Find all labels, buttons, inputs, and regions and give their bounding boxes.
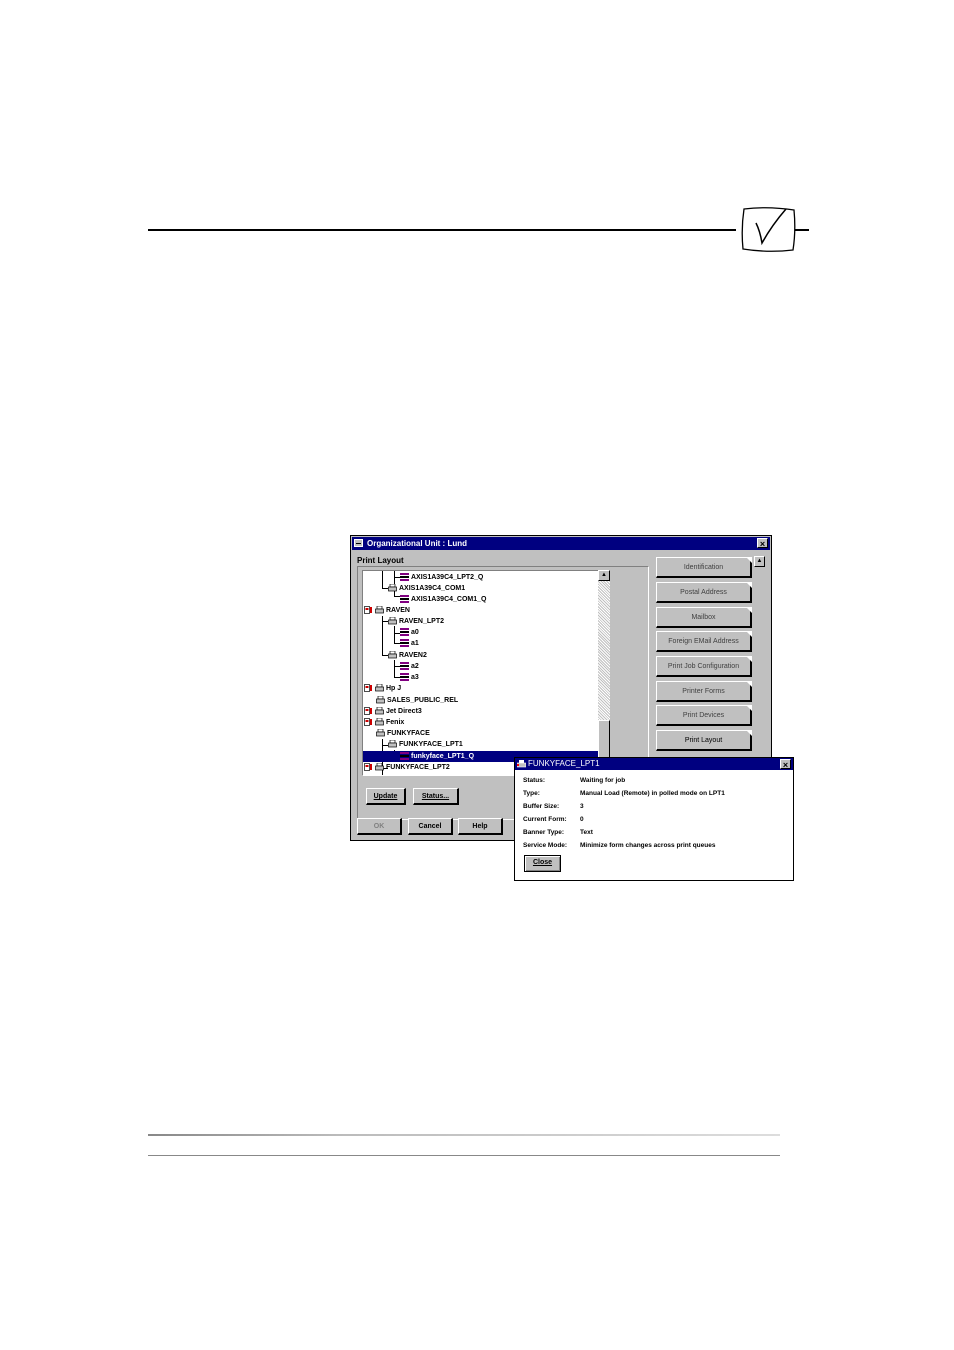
print-layout-tree[interactable] bbox=[362, 570, 600, 776]
queue-icon bbox=[400, 662, 409, 670]
printer-icon bbox=[375, 707, 384, 715]
tree-item[interactable]: FUNKYFACE bbox=[376, 728, 430, 739]
checkmark-icon bbox=[738, 203, 798, 255]
page-foreign-email-button[interactable]: Foreign EMail Address bbox=[656, 631, 752, 652]
tree-item[interactable]: FUNKYFACE_LPT2 bbox=[364, 762, 450, 773]
page-postal-address-button[interactable]: Postal Address bbox=[656, 582, 752, 603]
printer-icon bbox=[388, 740, 397, 748]
printer-icon bbox=[375, 606, 384, 614]
tree-item[interactable]: AXIS1A39C4_LPT2_Q bbox=[400, 572, 483, 583]
tree-item[interactable]: AXIS1A39C4_COM1 bbox=[388, 583, 465, 594]
tree-item[interactable]: Hp J bbox=[364, 683, 401, 694]
printer-icon bbox=[517, 760, 526, 768]
print-server-icon bbox=[364, 718, 373, 726]
window-title: Organizational Unit : Lund bbox=[367, 539, 467, 548]
system-menu-icon[interactable] bbox=[354, 539, 363, 547]
tree-item[interactable]: AXIS1A39C4_COM1_Q bbox=[400, 594, 486, 605]
print-server-icon bbox=[364, 763, 373, 771]
page-identification-button[interactable]: Identification bbox=[656, 557, 752, 578]
queue-icon bbox=[400, 573, 409, 581]
print-server-icon bbox=[364, 606, 373, 614]
printer-icon bbox=[376, 696, 385, 704]
queue-icon bbox=[400, 752, 409, 760]
queue-icon bbox=[400, 639, 409, 647]
scroll-up-icon[interactable]: ▲ bbox=[598, 570, 610, 581]
tree-item[interactable]: a0 bbox=[400, 627, 419, 638]
printer-icon bbox=[388, 584, 397, 592]
tree-item[interactable]: a1 bbox=[400, 638, 419, 649]
print-server-icon bbox=[364, 684, 373, 692]
close-button[interactable]: Close bbox=[524, 855, 561, 872]
pages-scroll-up-icon[interactable]: ▲ bbox=[754, 556, 765, 567]
queue-icon bbox=[400, 628, 409, 636]
popup-title: FUNKYFACE_LPT1 bbox=[528, 759, 600, 768]
page-mailbox-button[interactable]: Mailbox bbox=[656, 607, 752, 628]
tree-item[interactable]: Jet Direct3 bbox=[364, 706, 422, 717]
printer-icon bbox=[376, 729, 385, 737]
queue-icon bbox=[400, 673, 409, 681]
tree-item[interactable]: FUNKYFACE_LPT1 bbox=[388, 739, 463, 750]
tree-item[interactable]: Fenix bbox=[364, 717, 404, 728]
update-button[interactable]: Update bbox=[366, 788, 406, 805]
close-icon[interactable]: × bbox=[757, 538, 768, 548]
cancel-button[interactable]: Cancel bbox=[408, 818, 453, 835]
tree-item[interactable]: RAVEN bbox=[364, 605, 410, 616]
scroll-thumb[interactable] bbox=[598, 720, 610, 760]
status-button[interactable]: Status... bbox=[413, 788, 459, 805]
printer-icon bbox=[388, 617, 397, 625]
pages-scrollbar[interactable] bbox=[754, 556, 765, 756]
window-titlebar[interactable] bbox=[352, 537, 770, 550]
printer-icon bbox=[388, 651, 397, 659]
page-print-job-config-button[interactable]: Print Job Configuration bbox=[656, 656, 752, 677]
page-print-layout-button[interactable]: Print Layout bbox=[656, 730, 752, 751]
tree-item[interactable]: RAVEN_LPT2 bbox=[388, 616, 444, 627]
footer-rule-thin bbox=[148, 1155, 780, 1156]
printer-icon bbox=[375, 684, 384, 692]
popup-titlebar[interactable] bbox=[515, 758, 793, 770]
print-server-icon bbox=[364, 707, 373, 715]
tree-item[interactable]: a3 bbox=[400, 672, 419, 683]
close-icon[interactable]: × bbox=[780, 759, 791, 769]
tree-item-selected[interactable]: funkyface_LPT1_Q bbox=[363, 751, 599, 762]
page-print-devices-button[interactable]: Print Devices bbox=[656, 705, 752, 726]
page-printer-forms-button[interactable]: Printer Forms bbox=[656, 681, 752, 702]
tree-scrollbar[interactable] bbox=[598, 570, 610, 774]
ok-button[interactable]: OK bbox=[357, 818, 402, 835]
header-rule bbox=[148, 229, 736, 231]
print-layout-label: Print Layout bbox=[357, 556, 404, 565]
tree-item[interactable]: a2 bbox=[400, 661, 419, 672]
queue-icon bbox=[400, 595, 409, 603]
printer-icon bbox=[375, 763, 384, 771]
help-button[interactable]: Help bbox=[458, 818, 503, 835]
tree-item[interactable]: RAVEN2 bbox=[388, 650, 427, 661]
printer-icon bbox=[375, 718, 384, 726]
printer-status-dialog: FUNKYFACE_LPT1 × Status: Waiting for job Type: Manual Load (Remote) in polled mode on LPT1 Buffer Size: 3 Current Form: 0 Banner Type: Text Service Mode: Minimize form changes across print queues Close bbox=[514, 757, 794, 881]
tree-item[interactable]: SALES_PUBLIC_REL bbox=[376, 695, 458, 706]
footer-rule bbox=[148, 1134, 780, 1136]
